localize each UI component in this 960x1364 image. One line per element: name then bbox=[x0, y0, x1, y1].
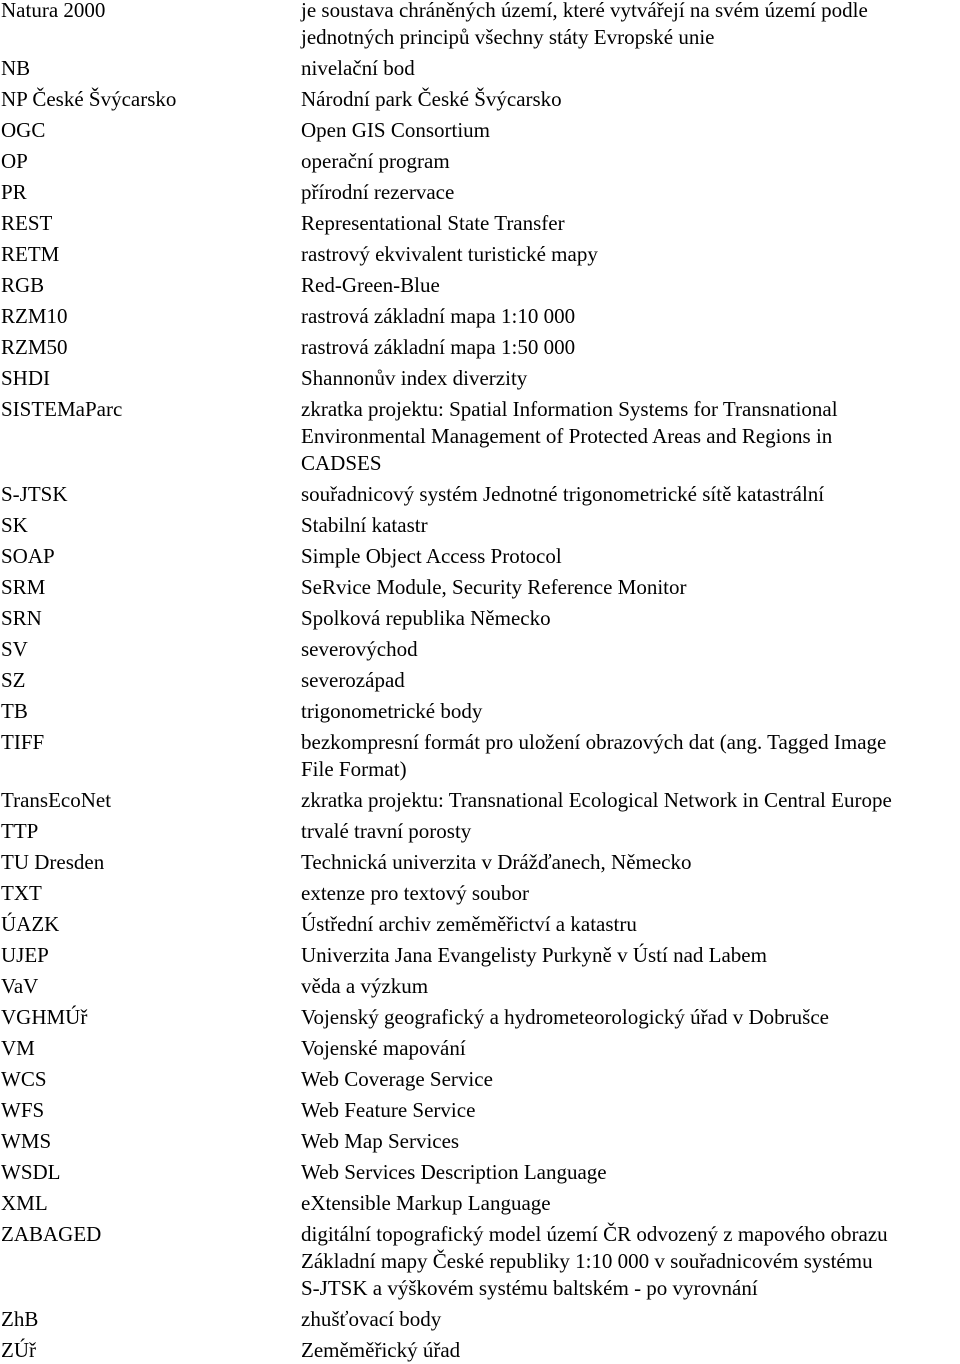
abbreviation-term: TU Dresden bbox=[1, 850, 105, 874]
definition-line: je soustava chráněných území, které vytvářejí na svém území podle bbox=[301, 0, 868, 22]
definition-line: Technická univerzita v Drážďanech, Německo bbox=[301, 850, 692, 874]
definition-line: trigonometrické body bbox=[301, 699, 483, 723]
abbreviation-row bbox=[0, 179, 960, 206]
definition-line: Národní park České Švýcarsko bbox=[301, 87, 562, 111]
abbreviation-row bbox=[0, 1159, 960, 1186]
definition-line: zkratka projektu: Transnational Ecological Network in Central Europe bbox=[301, 788, 892, 812]
definition-line: Web Coverage Service bbox=[301, 1067, 493, 1091]
abbreviation-definition bbox=[301, 396, 960, 477]
definition-line: Zeměměřický úřad bbox=[301, 1338, 461, 1362]
definition-line: věda a výzkum bbox=[301, 974, 429, 998]
abbreviation-term: WMS bbox=[1, 1129, 52, 1153]
abbreviation-definition bbox=[301, 1035, 960, 1062]
abbreviation-term: RGB bbox=[1, 273, 45, 297]
abbreviation-row bbox=[0, 55, 960, 82]
abbreviation-definition bbox=[301, 667, 960, 694]
abbreviation-row bbox=[0, 880, 960, 907]
abbreviation-definition bbox=[301, 303, 960, 330]
definition-line: Red-Green-Blue bbox=[301, 273, 440, 297]
abbreviation-definition bbox=[301, 1066, 960, 1093]
abbreviation-definition bbox=[301, 849, 960, 876]
definition-line: přírodní rezervace bbox=[301, 180, 455, 204]
abbreviation-term: XML bbox=[1, 1191, 48, 1215]
abbreviation-row bbox=[0, 1190, 960, 1217]
definition-line: SeRvice Module, Security Reference Monitor bbox=[301, 575, 687, 599]
definition-line: Základní mapy České republiky 1:10 000 v souřadnicovém systému bbox=[301, 1249, 873, 1273]
definition-line: Web Map Services bbox=[301, 1129, 460, 1153]
abbreviation-definition bbox=[301, 605, 960, 632]
abbreviation-row bbox=[0, 1066, 960, 1093]
abbreviation-term: S-JTSK bbox=[1, 482, 68, 506]
abbreviation-row bbox=[0, 1004, 960, 1031]
abbreviation-row bbox=[0, 481, 960, 508]
definition-line: Univerzita Jana Evangelisty Purkyně v Ústí nad Labem bbox=[301, 943, 767, 967]
abbreviation-row bbox=[0, 1035, 960, 1062]
abbreviation-row bbox=[0, 210, 960, 237]
abbreviation-term: PR bbox=[1, 180, 27, 204]
abbreviation-term: Natura 2000 bbox=[1, 0, 106, 22]
abbreviation-term: ZÚř bbox=[1, 1338, 36, 1362]
abbreviation-row bbox=[0, 334, 960, 361]
abbreviation-term: WCS bbox=[1, 1067, 47, 1091]
abbreviation-row bbox=[0, 117, 960, 144]
abbreviation-definition bbox=[301, 818, 960, 845]
abbreviation-row bbox=[0, 698, 960, 725]
abbreviation-definition bbox=[301, 911, 960, 938]
definition-line: operační program bbox=[301, 149, 450, 173]
definition-line: Open GIS Consortium bbox=[301, 118, 490, 142]
abbreviation-term: SRN bbox=[1, 606, 42, 630]
abbreviation-definition bbox=[301, 210, 960, 237]
definition-line: digitální topografický model území ČR odvozený z mapového obrazu bbox=[301, 1222, 888, 1246]
definition-line: Web Feature Service bbox=[301, 1098, 476, 1122]
abbreviation-row bbox=[0, 605, 960, 632]
abbreviation-row bbox=[0, 365, 960, 392]
abbreviation-definition bbox=[301, 787, 960, 814]
abbreviation-term: VM bbox=[1, 1036, 35, 1060]
definition-line: Spolková republika Německo bbox=[301, 606, 551, 630]
abbreviation-definition bbox=[301, 365, 960, 392]
definition-line: Representational State Transfer bbox=[301, 211, 565, 235]
definition-line: jednotných principů všechny státy Evropské unie bbox=[301, 25, 715, 49]
abbreviation-term: VGHMÚř bbox=[1, 1005, 88, 1029]
abbreviation-term: ZhB bbox=[1, 1307, 39, 1331]
abbreviation-definition bbox=[301, 574, 960, 601]
abbreviation-definition bbox=[301, 241, 960, 268]
abbreviation-row bbox=[0, 86, 960, 113]
abbreviation-term: SK bbox=[1, 513, 28, 537]
abbreviation-definition bbox=[301, 512, 960, 539]
abbreviation-term: NP České Švýcarsko bbox=[1, 87, 177, 111]
abbreviation-row bbox=[0, 911, 960, 938]
abbreviation-row bbox=[0, 849, 960, 876]
abbreviation-definition bbox=[301, 543, 960, 570]
abbreviation-definition bbox=[301, 1337, 960, 1364]
abbreviation-row bbox=[0, 148, 960, 175]
abbreviation-term: NB bbox=[1, 56, 31, 80]
definition-line: Simple Object Access Protocol bbox=[301, 544, 562, 568]
abbreviation-definition bbox=[301, 86, 960, 113]
abbreviation-term: WSDL bbox=[1, 1160, 61, 1184]
abbreviation-row bbox=[0, 303, 960, 330]
abbreviation-definition bbox=[301, 148, 960, 175]
abbreviation-term: TXT bbox=[1, 881, 42, 905]
abbreviation-row bbox=[0, 667, 960, 694]
abbreviation-definition bbox=[301, 729, 960, 783]
abbreviation-row bbox=[0, 818, 960, 845]
definition-line: CADSES bbox=[301, 451, 382, 475]
definition-line: Environmental Management of Protected Areas and Regions in bbox=[301, 424, 833, 448]
definition-line: trvalé travní porosty bbox=[301, 819, 472, 843]
abbreviation-row bbox=[0, 574, 960, 601]
abbreviation-term: RETM bbox=[1, 242, 60, 266]
abbreviation-definition bbox=[301, 334, 960, 361]
abbreviation-term: SZ bbox=[1, 668, 26, 692]
abbreviation-row bbox=[0, 272, 960, 299]
abbreviation-term: OP bbox=[1, 149, 28, 173]
abbreviation-row bbox=[0, 1306, 960, 1333]
abbreviation-row bbox=[0, 787, 960, 814]
abbreviation-term: TransEcoNet bbox=[1, 788, 112, 812]
definition-line: Vojenský geografický a hydrometeorologický úřad v Dobrušce bbox=[301, 1005, 829, 1029]
definition-line: zhušťovací body bbox=[301, 1307, 442, 1331]
abbreviation-definition bbox=[301, 973, 960, 1000]
definition-line: eXtensible Markup Language bbox=[301, 1191, 551, 1215]
abbreviation-row bbox=[0, 543, 960, 570]
definition-line: rastrová základní mapa 1:50 000 bbox=[301, 335, 576, 359]
definition-line: souřadnicový systém Jednotné trigonometrické sítě katastrální bbox=[301, 482, 825, 506]
abbreviation-definition bbox=[301, 880, 960, 907]
abbreviation-row bbox=[0, 1221, 960, 1302]
abbreviation-row bbox=[0, 942, 960, 969]
abbreviation-term: SOAP bbox=[1, 544, 55, 568]
abbreviation-term: RZM10 bbox=[1, 304, 68, 328]
definition-line: zkratka projektu: Spatial Information Systems for Transnational bbox=[301, 397, 838, 421]
abbreviation-definition bbox=[301, 481, 960, 508]
abbreviation-row bbox=[0, 973, 960, 1000]
definition-line: File Format) bbox=[301, 757, 407, 781]
abbreviation-term: SV bbox=[1, 637, 28, 661]
abbreviation-definition bbox=[301, 272, 960, 299]
abbreviation-definition bbox=[301, 1159, 960, 1186]
abbreviation-definition bbox=[301, 1128, 960, 1155]
definition-line: bezkompresní formát pro uložení obrazových dat (ang. Tagged Image bbox=[301, 730, 887, 754]
abbreviation-term: SRM bbox=[1, 575, 46, 599]
abbreviation-term: OGC bbox=[1, 118, 46, 142]
abbreviation-term: TTP bbox=[1, 819, 39, 843]
abbreviation-row bbox=[0, 241, 960, 268]
abbreviation-term: REST bbox=[1, 211, 53, 235]
definition-line: extenze pro textový soubor bbox=[301, 881, 530, 905]
definition-line: rastrová základní mapa 1:10 000 bbox=[301, 304, 576, 328]
definition-line: Vojenské mapování bbox=[301, 1036, 466, 1060]
abbreviation-definition bbox=[301, 1306, 960, 1333]
abbreviation-definition bbox=[301, 179, 960, 206]
abbreviation-term: UJEP bbox=[1, 943, 49, 967]
abbreviation-definition bbox=[301, 942, 960, 969]
abbreviation-term: SISTEMaParc bbox=[1, 397, 123, 421]
abbreviation-row bbox=[0, 1337, 960, 1364]
abbreviation-row bbox=[0, 636, 960, 663]
definition-line: Stabilní katastr bbox=[301, 513, 428, 537]
definition-line: Ústřední archiv zeměměřictví a katastru bbox=[301, 912, 637, 936]
definition-line: nivelační bod bbox=[301, 56, 415, 80]
abbreviation-term: ZABAGED bbox=[1, 1222, 102, 1246]
abbreviation-definition bbox=[301, 1097, 960, 1124]
abbreviation-term: RZM50 bbox=[1, 335, 68, 359]
abbreviation-term: VaV bbox=[1, 974, 39, 998]
definition-line: severozápad bbox=[301, 668, 405, 692]
abbreviation-definition bbox=[301, 636, 960, 663]
abbreviation-row bbox=[0, 729, 960, 783]
abbreviation-row bbox=[0, 1097, 960, 1124]
abbreviation-term: TB bbox=[1, 699, 28, 723]
abbreviation-term: WFS bbox=[1, 1098, 45, 1122]
abbreviation-definition bbox=[301, 1190, 960, 1217]
definition-line: severovýchod bbox=[301, 637, 418, 661]
abbreviation-definition bbox=[301, 117, 960, 144]
abbreviation-definition bbox=[301, 1004, 960, 1031]
abbreviation-definition bbox=[301, 1221, 960, 1302]
abbreviation-definition bbox=[301, 0, 960, 51]
abbreviation-row bbox=[0, 0, 960, 51]
abbreviation-term: SHDI bbox=[1, 366, 51, 390]
abbreviation-row bbox=[0, 396, 960, 477]
definition-line: Web Services Description Language bbox=[301, 1160, 607, 1184]
abbreviation-definition bbox=[301, 698, 960, 725]
abbreviation-term: TIFF bbox=[1, 730, 45, 754]
abbreviation-row bbox=[0, 512, 960, 539]
definition-line: Shannonův index diverzity bbox=[301, 366, 528, 390]
abbreviation-term: ÚAZK bbox=[1, 912, 60, 936]
definition-line: rastrový ekvivalent turistické mapy bbox=[301, 242, 598, 266]
definition-line: S-JTSK a výškovém systému baltském - po vyrovnání bbox=[301, 1276, 758, 1300]
abbreviation-definition bbox=[301, 55, 960, 82]
abbreviation-row bbox=[0, 1128, 960, 1155]
